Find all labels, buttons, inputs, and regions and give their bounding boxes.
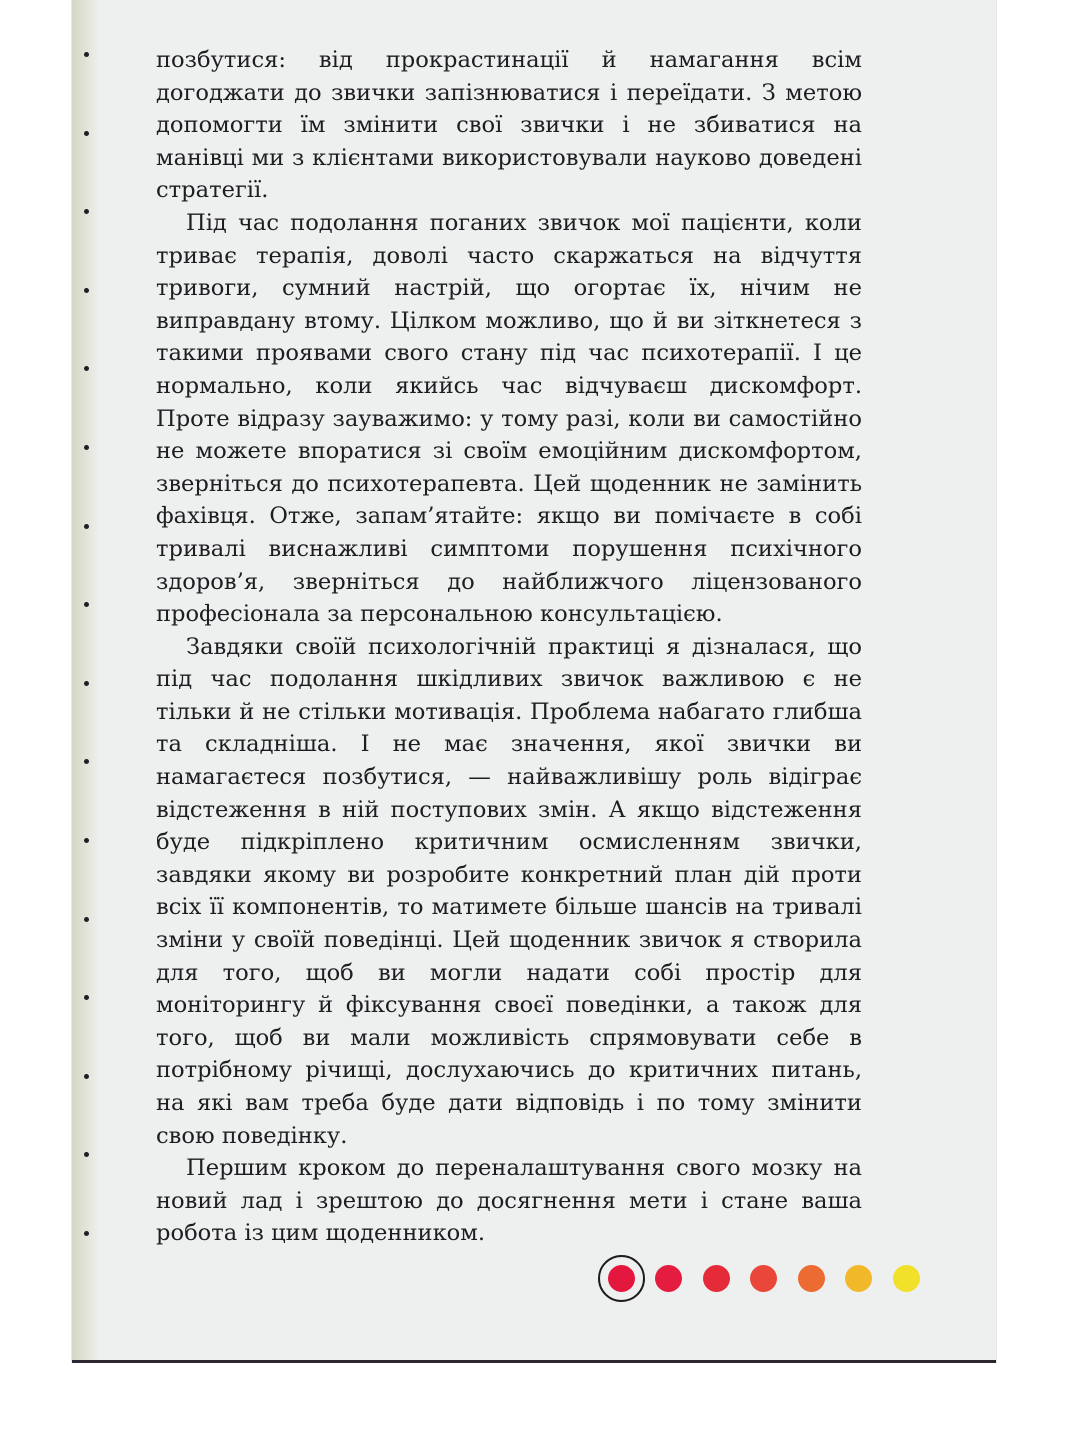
binding-hole bbox=[84, 1074, 89, 1079]
binding-hole bbox=[84, 1152, 89, 1157]
progress-dot bbox=[893, 1265, 920, 1292]
binding-hole bbox=[84, 1231, 89, 1236]
binding-hole bbox=[84, 759, 89, 764]
binding-hole bbox=[84, 209, 89, 214]
progress-dot bbox=[703, 1265, 730, 1292]
binding-hole bbox=[84, 131, 89, 136]
progress-dot bbox=[750, 1265, 777, 1292]
paragraph-4: Першим кроком до переналаштування свого мозку на новий лад і зрештою до досягнення мети і стане ваша робота із цим щоденником. bbox=[156, 1155, 862, 1247]
progress-dots bbox=[598, 1255, 948, 1305]
binding-hole bbox=[84, 681, 89, 686]
binding-holes bbox=[84, 0, 94, 1362]
progress-dot bbox=[798, 1265, 825, 1292]
progress-dot bbox=[655, 1265, 682, 1292]
paragraph-3: Завдяки своїй психологічній практиці я дізналася, що під час подолання шкідливих звичок важливою є не тільки й не стільки мотивація. Проблема набагато глибша та складніша. І не має значення, якої звички ви намагаєтеся позбутися, — найважливішу роль відіграє відстеження в ній поступових змін. А якщо відстеження буде підкріплено критичним осмисленням звички, завдяки якому ви розробите конкретний план дій проти всіх її компонентів, то матимете більше шансів на тривалі зміни у своїй поведінці. Цей щоденник звичок я створила для того, щоб ви могли надати собі простір для моніторингу й фіксування своєї поведінки, а також для того, щоб ви мали можливість спрямовувати себе в потрібному річищі, дослухаючись до критичних питань, на які вам треба буде дати відповідь і по тому змінити свою поведінку. bbox=[156, 633, 862, 1149]
binding-hole bbox=[84, 366, 89, 371]
body-text bbox=[156, 44, 862, 1250]
binding-hole bbox=[84, 995, 89, 1000]
progress-dot bbox=[608, 1265, 635, 1292]
binding-hole bbox=[84, 52, 89, 57]
page-bottom-edge bbox=[72, 1360, 996, 1363]
paragraph-2: Під час подолання поганих звичок мої пацієнти, коли триває терапія, доволі часто скаржаться на відчуття тривоги, сумний настрій, що огортає їх, нічим не виправдану втому. Цілком можливо, що й ви зіткнетеся з такими проявами свого стану під час психотерапії. І це нормально, коли якийсь час відчуваєш дискомфорт. Проте відразу зауважимо: у тому разі, коли ви самостійно не можете впоратися зі своїм емоційним дискомфортом, зверніться до психотерапевта. Цей щоденник не замінить фахівця. Отже, запам’ятайте: якщо ви помічаєте в собі тривалі виснажливі симптоми порушення психічного здоров’я, зверніться до найближчого ліцензованого професіонала за персональною консультацією. bbox=[156, 209, 862, 628]
binding-hole bbox=[84, 917, 89, 922]
binding-hole bbox=[84, 445, 89, 450]
binding-hole bbox=[84, 524, 89, 529]
binding-hole bbox=[84, 838, 89, 843]
progress-dot bbox=[845, 1265, 872, 1292]
binding-hole bbox=[84, 602, 89, 607]
binding-hole bbox=[84, 288, 89, 293]
paragraph-1: позбутися: від прокрастинації й намагання всім догоджати до звички запізнюватися і переїдати. З метою допомогти їм змінити свої звички і не збиватися на манівці ми з клієнтами використовували науково доведені стратегії. bbox=[156, 47, 862, 204]
